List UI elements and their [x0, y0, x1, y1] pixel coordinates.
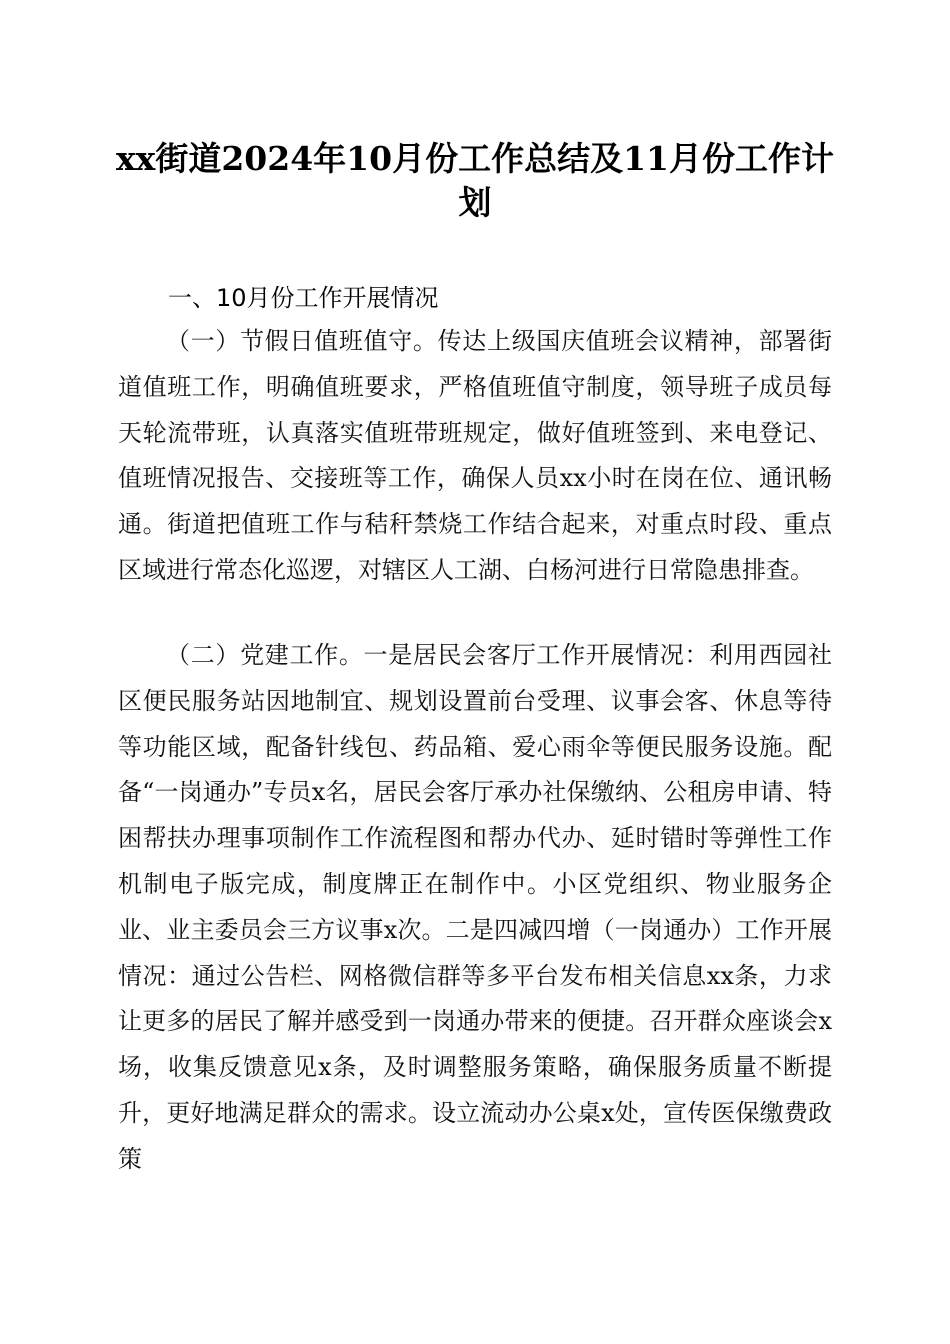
- paragraph-party-building: （二）党建工作。一是居民会客厅工作开展情况：利用西园社区便民服务站因地制宜、规划设置前台受理、议事会客、休息等待等功能区域，配备针线包、药品箱、爱心雨伞等便民服务设施。配备“一岗通办”专员x名，居民会客厅承办社保缴纳、公租房申请、特困帮扶办理事项制作工作流程图和帮办代办、延时错时等弹性工作机制电子版完成，制度牌正在制作中。小区党组织、物业服务企业、业主委员会三方议事x次。二是四减四增（一岗通办）工作开展情况：通过公告栏、网格微信群等多平台发布相关信息xx条，力求让更多的居民了解并感受到一岗通办带来的便捷。召开群众座谈会x场，收集反馈意见x条，及时调整服务策略，确保服务质量不断提升，更好地满足群众的需求。设立流动办公桌x处，宣传医保缴费政策: [118, 641, 832, 1173]
- document-title: xx街道2024年10月份工作总结及11月份工作计划: [115, 139, 835, 222]
- section-heading: 一、10月份工作开展情况: [168, 284, 439, 312]
- paragraph-holiday-duty: （一）节假日值班值守。传达上级国庆值班会议精神，部署街道值班工作，明确值班要求，严格值班值守制度，领导班子成员每天轮流带班，认真落实值班带班规定，做好值班签到、来电登记、值班情况报告、交接班等工作，确保人员xx小时在岗在位、通讯畅通。街道把值班工作与秸秆禁烧工作结合起来，对重点时段、重点区域进行常态化巡逻，对辖区人工湖、白杨河进行日常隐患排查。: [118, 327, 832, 584]
